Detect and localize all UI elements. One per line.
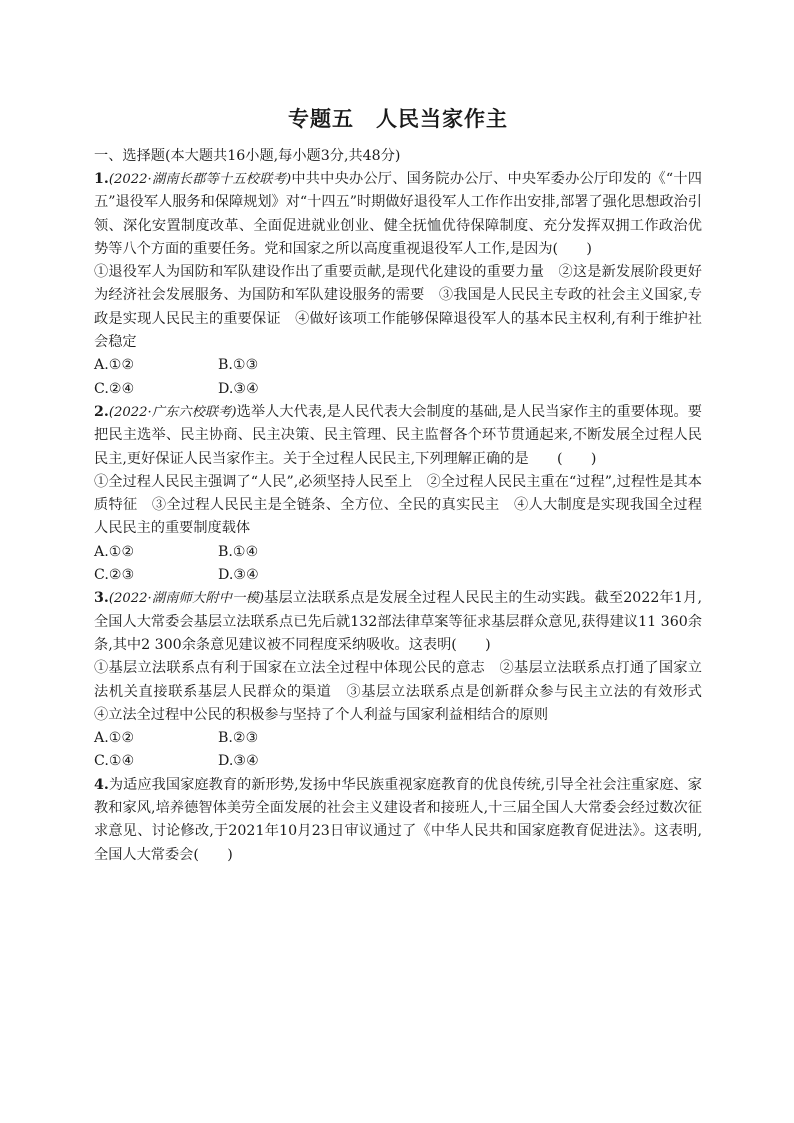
question-3 (94, 587, 717, 773)
question-stem: 1.(2022·湖南长郡等十五校联考)中共中央办公厅、国务院办公厅、中央军委办公厅印发的《“十四五”退役军人服务和保障规划》对“十四五”时期做好退役军人工作作出安排,部署了强化思想政治引领、深化安置制度改革、全面促进就业创业、健全抚恤优待保障制度、充分发挥双拥工作政治优势等八个方面的重要任务。党和国家之所以高度重视退役军人工作,是因为( ) (94, 171, 702, 257)
option-a[interactable]: A.①② (94, 543, 135, 560)
question-statements: ①基层立法联系点有利于国家在立法全过程中体现公民的意志 ②基层立法联系点打通了国家立法机关直接联系基层人民群众的渠道 ③基层立法联系点是创新群众参与民主立法的有效形式 ④立法全过程中公民的积极参与坚持了个人利益与国家利益相结合的原则 (94, 660, 717, 723)
option-b[interactable]: B.①③ (218, 357, 259, 374)
question-number: 2 (94, 403, 104, 420)
option-b[interactable]: B.②③ (218, 730, 259, 747)
answer-options (94, 541, 702, 588)
option-c[interactable]: C.②③ (94, 567, 135, 584)
question-1 (94, 168, 702, 401)
section-heading: 一、选择题(本大题共16小题,每小题3分,共48分) (94, 148, 401, 164)
question-statements: ①退役军人为国防和军队建设作出了重要贡献,是现代化建设的重要力量 ②这是新发展阶段更好为经济社会发展服务、为国防和军队建设服务的需要 ③我国是人民民主专政的社会主义国家,专政是实现人民民主的重要保证 ④做好该项工作能够保障退役军人的基本民主权利,有利于维护社会稳定 (94, 264, 702, 351)
question-source: (2022·广东六校联考) (108, 404, 237, 420)
option-a[interactable]: A.①② (94, 357, 135, 374)
option-c[interactable]: C.②④ (94, 380, 135, 397)
question-text: 中共中央办公厅、国务院办公厅、中央军委办公厅印发的《“十四五”退役军人服务和保障规划》对“十四五”时期做好退役军人工作作出安排,部署了强化思想政治引领、深化安置制度改革、全面促进就业创业、健全抚恤优待保障制度、充分发挥双拥工作政治优势等八个方面的重要任务。党和国家之所以高度重视退役军人工作,是因为( ) (94, 171, 702, 257)
question-text: 基层立法联系点是发展全过程人民民主的生动实践。截至2022年1月,全国人大常委会基层立法联系点已先后就132部法律草案等征求基层群众意见,获得建议11 360余条,其中2 300余条意见建议被不同程度采纳吸收。这表明( ) (94, 590, 702, 653)
answer-options (94, 727, 702, 774)
question-stem: 2.(2022·广东六校联考)选举人大代表,是人民代表大会制度的基础,是人民当家作主的重要体现。要把民主选举、民主协商、民主决策、民主管理、民主监督各个环节贯通起来,不断发展全过程人民民主,更好保证人民当家作主。关于全过程人民民主,下列理解正确的是 ( ) (94, 403, 702, 467)
question-number: 3 (94, 590, 104, 607)
question-statements: ①全过程人民民主强调了“人民”,必须坚持人民至上 ②全过程人民民主重在“过程”,过程性是其本质特征 ③全过程人民民主是全链条、全方位、全民的真实民主 ④人大制度是实现我国全过程人民民主的重要制度载体 (94, 473, 702, 537)
question-text: 为适应我国家庭教育的新形势,发扬中华民族重视家庭教育的优良传统,引导全社会注重家庭、家教和家风,培养德智体美劳全面发展的社会主义建设者和接班人,十三届全国人大常委会经过数次征求意见、讨论修改,于2021年10月23日审议通过了《中华人民共和国家庭教育促进法》。这表明,全国人大常委会( ) (94, 776, 702, 863)
question-stem: 4.为适应我国家庭教育的新形势,发扬中华民族重视家庭教育的优良传统,引导全社会注重家庭、家教和家风,培养德智体美劳全面发展的社会主义建设者和接班人,十三届全国人大常委会经过数次征求意见、讨论修改,于2021年10月23日审议通过了《中华人民共和国家庭教育促进法》。这表明,全国人大常委会( ) (94, 776, 702, 863)
question-4 (94, 774, 702, 867)
question-source: (2022·湖南长郡等十五校联考) (108, 172, 292, 187)
option-c[interactable]: C.①④ (94, 753, 135, 770)
option-b[interactable]: B.①④ (218, 543, 259, 560)
question-number: 1 (94, 171, 104, 187)
page-title: 专题五 人民当家作主 (288, 107, 508, 131)
question-text: 选举人大代表,是人民代表大会制度的基础,是人民当家作主的重要体现。要把民主选举、民主协商、民主决策、民主管理、民主监督各个环节贯通起来,不断发展全过程人民民主,更好保证人民当家作主。关于全过程人民民主,下列理解正确的是 ( ) (94, 403, 702, 467)
document-page (94, 103, 717, 867)
option-d[interactable]: D.③④ (218, 380, 259, 397)
option-a[interactable]: A.①② (94, 730, 135, 747)
option-d[interactable]: D.③④ (218, 567, 259, 584)
question-source: (2022·湖南师大附中一模) (108, 591, 264, 607)
question-number: 4 (94, 776, 104, 793)
question-2 (94, 401, 702, 587)
question-stem: 3.(2022·湖南师大附中一模)基层立法联系点是发展全过程人民民主的生动实践。截至2022年1月,全国人大常委会基层立法联系点已先后就132部法律草案等征求基层群众意见,获得建议11 360余条,其中2 300余条意见建议被不同程度采纳吸收。这表明( ) (94, 590, 702, 653)
answer-options (94, 354, 702, 401)
option-d[interactable]: D.③④ (218, 753, 259, 770)
